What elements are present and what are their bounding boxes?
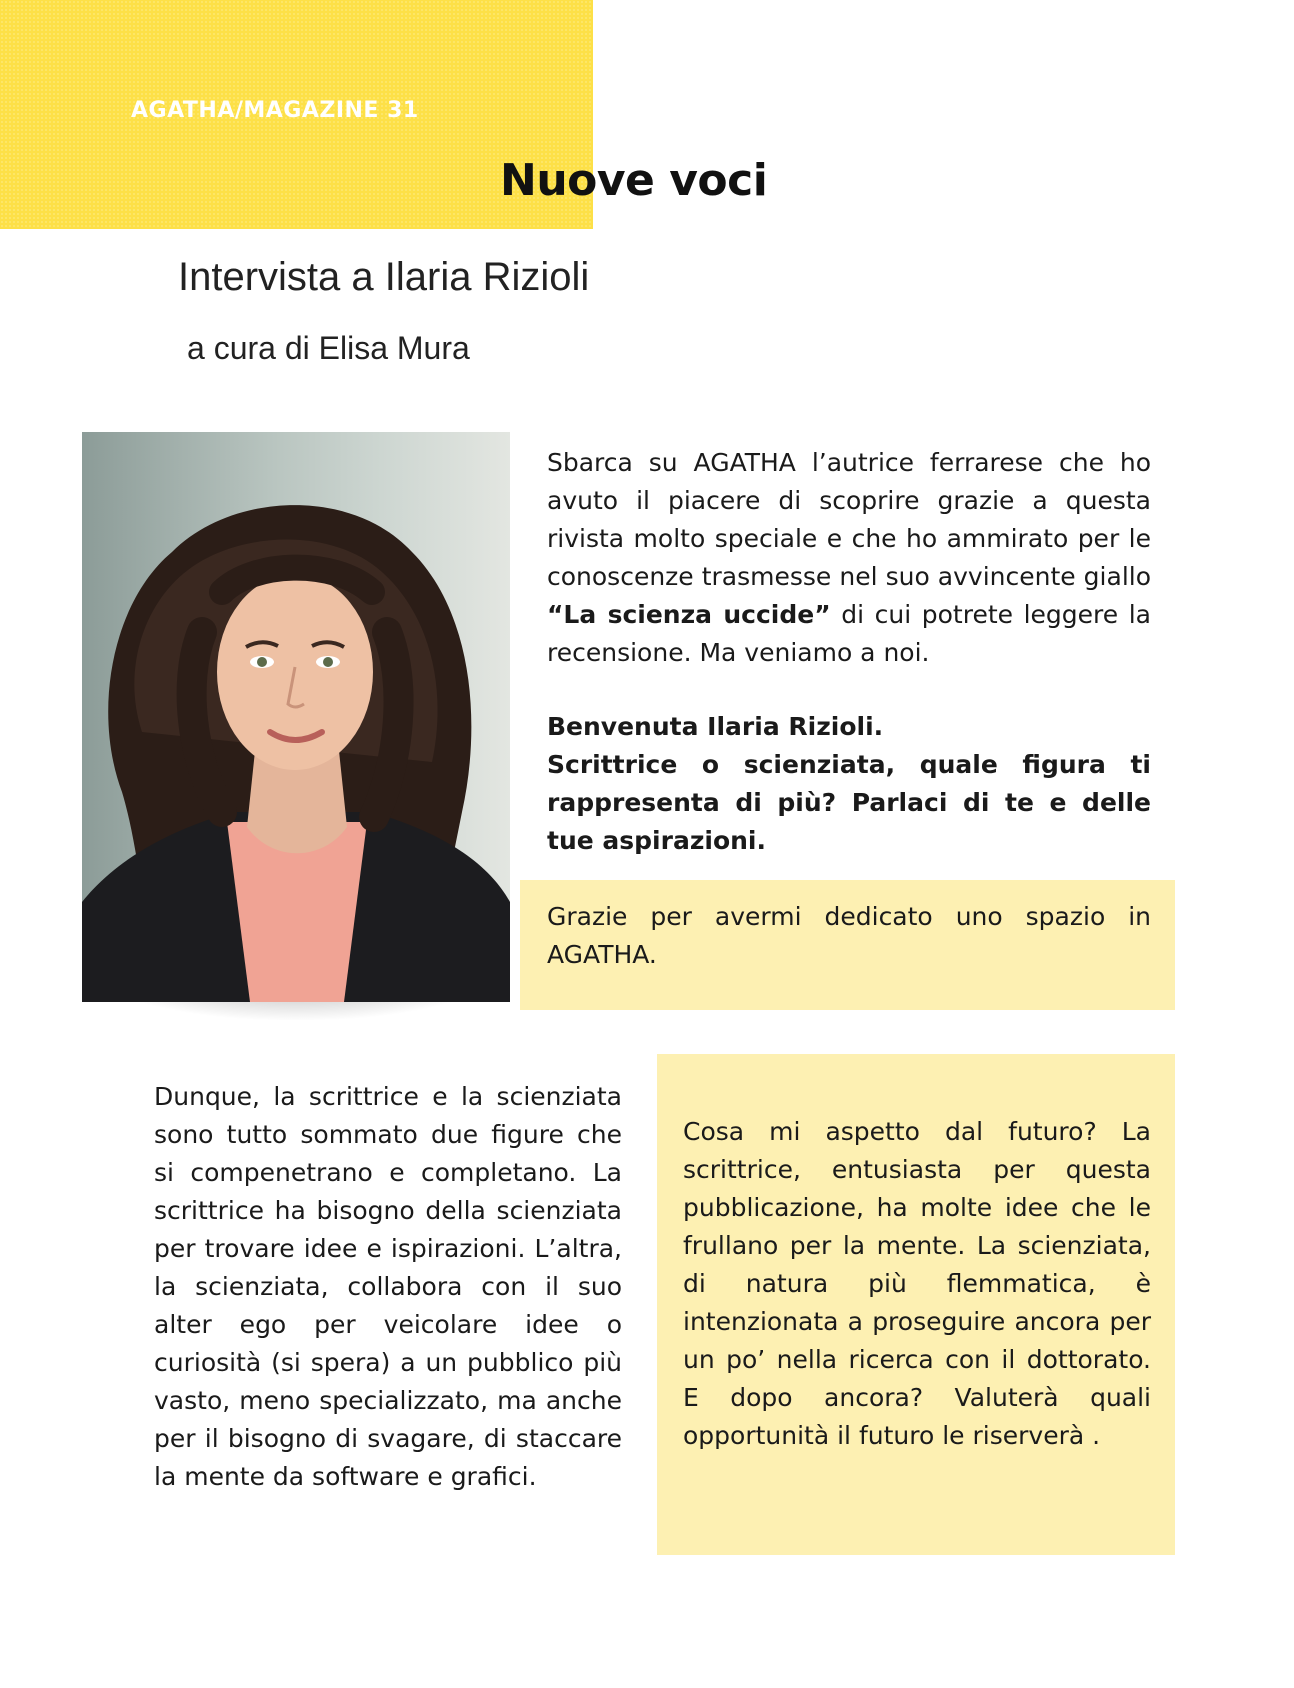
answer-second — [154, 1078, 622, 1496]
answer-first-text: Grazie per avermi dedicato uno spazio in AGATHA. — [547, 902, 1151, 969]
question-text: Scrittrice o scienziata, quale figura ti rappresenta di più? Parlaci di te e delle tue aspirazioni. — [547, 750, 1151, 855]
question-block — [547, 708, 1151, 860]
intro-paragraph — [547, 444, 1151, 672]
answer-second-text: Dunque, la scrittrice e la scienziata sono tutto sommato due figure che si compenetrano e completano. La scrittrice ha bisogno della scienziata per trovare idee e ispirazioni. L’altra, la scienziata, collabora con il suo alter ego per veicolare idee o curiosità (si spera) a un pubblico più vasto, meno specializzato, ma anche per il bisogno di svagare, di staccare la mente da software e grafici. — [154, 1082, 622, 1491]
portrait-illustration — [82, 432, 510, 1002]
answer-third — [683, 1113, 1151, 1455]
answer-third-text: Cosa mi aspetto dal futuro? La scrittrice, entusiasta per questa pubblicazione, ha molte idee che le frullano per la mente. La scienziata, di natura più flemmatica, è intenzionata a proseguire ancora per un po’ nella ricerca con il dottorato. E dopo ancora? Valuterà quali opportunità il futuro le riserverà . — [683, 1117, 1151, 1450]
intro-text-before: Sbarca su AGATHA l’autrice ferrarese che ho avuto il piacere di scoprire grazie a questa rivista molto speciale e che ho ammirato per le conoscenze trasmesse nel suo avvincente giallo — [547, 448, 1151, 591]
interview-title: Intervista a Ilaria Rizioli — [178, 255, 590, 299]
welcome-line: Benvenuta Ilaria Rizioli. — [547, 712, 884, 741]
magazine-label: AGATHA/MAGAZINE 31 — [131, 98, 419, 123]
portrait-photo — [82, 432, 510, 1002]
book-title: “La scienza uccide” — [547, 600, 831, 629]
answer-first — [547, 898, 1151, 974]
section-title: Nuove voci — [500, 155, 768, 206]
byline: a cura di Elisa Mura — [187, 330, 470, 366]
portrait-photo-frame — [82, 432, 510, 1002]
intro-text-after: di cui potrete leggere la recensione. Ma veniamo a noi. — [547, 600, 1152, 667]
